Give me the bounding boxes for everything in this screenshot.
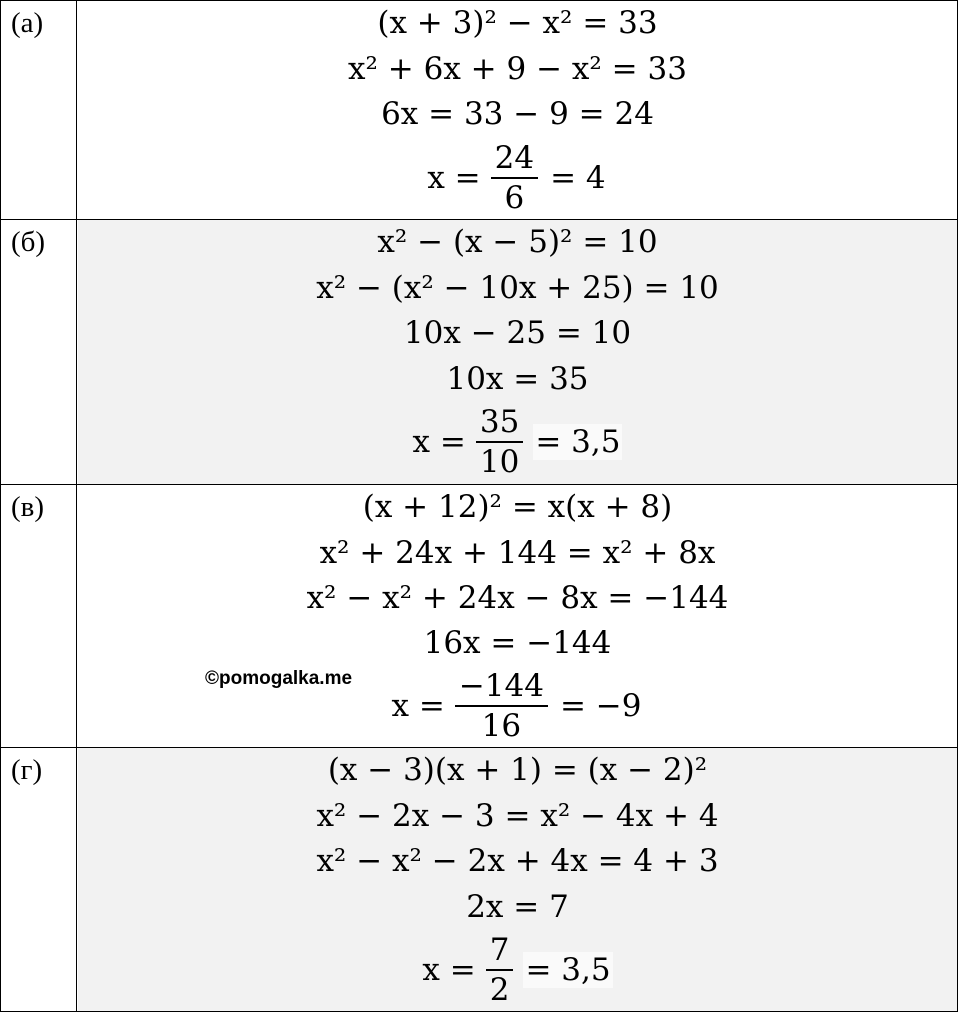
equation-line: (x + 3)² − x² = 33	[377, 5, 658, 41]
fraction-line	[78, 139, 957, 217]
table-row	[0, 747, 958, 1012]
fraction-denominator: 2	[489, 972, 510, 1008]
fraction-numerator: 35	[476, 403, 523, 443]
table-row	[0, 219, 958, 484]
equation-line: x² − x² − 2x + 4x = 4 + 3	[316, 843, 719, 879]
equation-cell	[78, 485, 957, 747]
fraction-lhs: x =	[427, 160, 481, 196]
fraction-line	[78, 403, 957, 481]
fraction-denominator: 16	[481, 708, 522, 744]
equation-line: x² + 24x + 144 = x² + 8x	[319, 535, 716, 571]
fraction-lhs: x =	[391, 688, 445, 724]
row-label: (б)	[1, 220, 77, 484]
equation-line: 6x = 33 − 9 = 24	[381, 96, 654, 132]
fraction-numerator: 7	[486, 931, 514, 971]
row-label: (г)	[1, 748, 77, 1011]
fraction-denominator: 6	[504, 180, 525, 216]
fraction	[455, 667, 548, 745]
row-label: (а)	[1, 1, 77, 219]
fraction-numerator: −144	[455, 667, 548, 707]
equation-cell	[78, 748, 957, 1011]
equation-line: (x + 12)² = x(x + 8)	[362, 489, 673, 525]
row-label: (в)	[1, 485, 77, 747]
equation-line: x² − (x − 5)² = 10	[377, 224, 658, 260]
equation-line: 10x = 35	[446, 361, 589, 397]
equation-cell	[78, 1, 957, 219]
watermark-text: ©pomogalka.me	[205, 668, 353, 689]
equation-line: 16x = −144	[423, 625, 612, 661]
table-row	[0, 0, 958, 219]
fraction-lhs: x =	[412, 424, 466, 460]
equation-line: x² − (x² − 10x + 25) = 10	[316, 270, 719, 306]
equation-line: x² − x² + 24x − 8x = −144	[306, 580, 729, 616]
fraction	[486, 931, 514, 1009]
equation-line: 10x − 25 = 10	[403, 315, 632, 351]
fraction-numerator: 24	[491, 139, 538, 179]
fraction	[476, 403, 523, 481]
equation-line: x² + 6x + 9 − x² = 33	[348, 51, 687, 87]
equation-line: 2x = 7	[466, 889, 569, 925]
equation-line: (x − 3)(x + 1) = (x − 2)²	[327, 752, 708, 788]
fraction-result: = −9	[559, 688, 642, 724]
fraction-result: = 4	[550, 160, 606, 196]
equation-cell	[78, 220, 957, 484]
fraction-denominator: 10	[479, 444, 520, 480]
fraction-line	[78, 931, 957, 1009]
table-row	[0, 484, 958, 747]
fraction	[491, 139, 538, 217]
fraction-lhs: x =	[422, 952, 476, 988]
equation-line: x² − 2x − 3 = x² − 4x + 4	[316, 798, 719, 834]
fraction-result: = 3,5	[535, 424, 621, 460]
fraction-result: = 3,5	[525, 952, 611, 988]
